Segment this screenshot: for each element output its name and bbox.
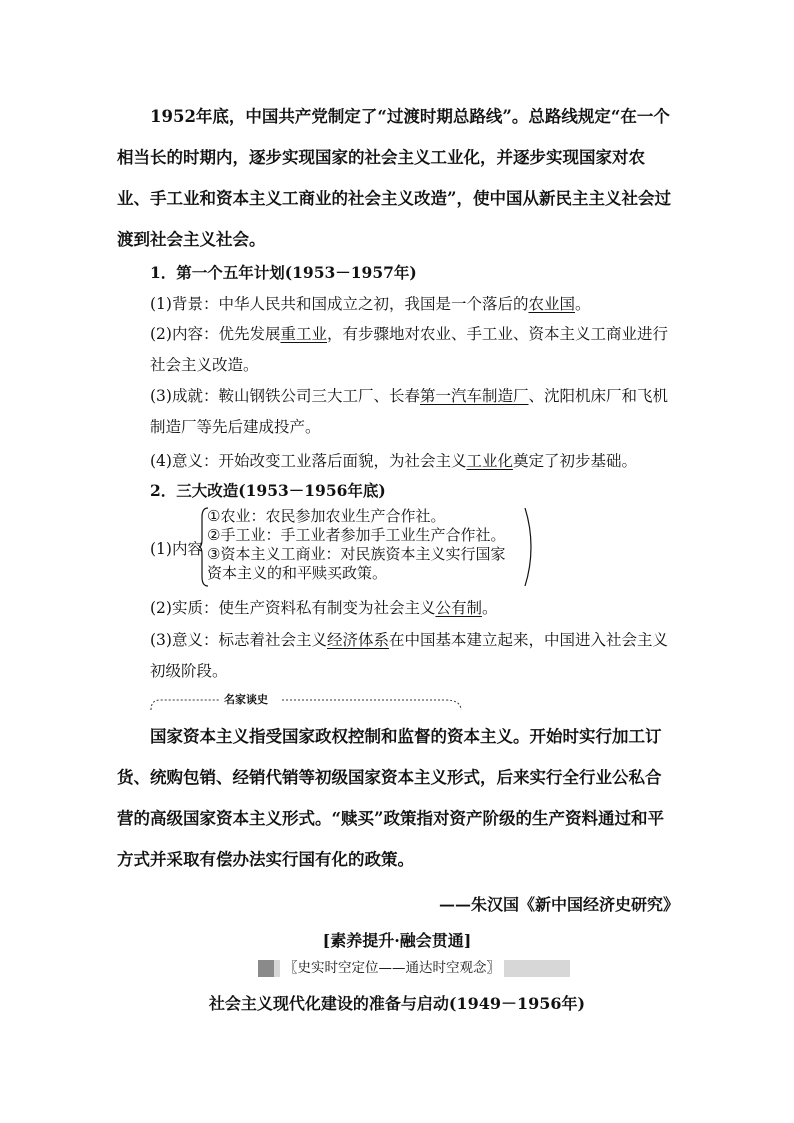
underlined-term: 公有制 bbox=[435, 599, 482, 617]
underlined-term: 经济体系 bbox=[326, 631, 389, 649]
text: (1)背景：中华人民共和国成立之初，我国是一个落后的 bbox=[150, 295, 529, 313]
text: 。 bbox=[574, 295, 591, 313]
line-handicraft: ②手工业：手工业者参加手工业生产合作社。 bbox=[207, 526, 506, 544]
text: (3)意义：标志着社会主义 bbox=[150, 631, 327, 649]
text: 在中国基本建立起来，中国进入社会主义初级阶段。 bbox=[150, 631, 668, 680]
banner-frame-icon bbox=[150, 693, 462, 711]
text: 奠定了初步基础。 bbox=[512, 452, 637, 470]
reform-meaning bbox=[150, 625, 678, 687]
underlined-term: 重工业 bbox=[280, 325, 327, 343]
expert-banner-label: 名家谈史 bbox=[224, 693, 268, 706]
line-capitalist-cont: 资本主义的和平赎买政策。 bbox=[207, 564, 388, 582]
bar-block-icon bbox=[258, 960, 274, 977]
text: ，有步骤地对农业、手工业、资本主义工商业进行社会主义改造。 bbox=[150, 325, 668, 374]
section-bar bbox=[258, 960, 570, 977]
five-year-background bbox=[150, 294, 591, 314]
content-label: (1)内容 bbox=[150, 540, 203, 558]
expert-banner bbox=[150, 693, 462, 711]
text: 、沈阳机床厂和飞机制造厂等先后建成投产。 bbox=[150, 387, 668, 436]
text: 。 bbox=[481, 599, 498, 617]
five-year-content bbox=[150, 319, 678, 381]
reform-content-block bbox=[150, 507, 550, 589]
sub-title: 社会主义现代化建设的准备与启动(1949－1956年) bbox=[208, 994, 586, 1013]
underlined-term: 第一汽车制造厂 bbox=[419, 387, 529, 405]
section-title: [素养提升·融会贯通] bbox=[322, 931, 472, 950]
expert-quote: 国家资本主义指受国家政权控制和监督的资本主义。开始时实行加工订货、统购包销、经销代销等初级国家资本主义形式，后来实行全行业公私合营的高级国家资本主义形式。“赎买”政策指对资产阶级的生产资料通过和平方式并采取有偿办法实行国有化的政策。 bbox=[117, 727, 664, 869]
underlined-term: 工业化 bbox=[466, 452, 513, 470]
text: (2)实质：使生产资料私有制变为社会主义 bbox=[150, 599, 436, 617]
bar-label: 〖史实时空定位——通达时空观念〗 bbox=[280, 960, 504, 977]
five-year-heading: 1．第一个五年计划(1953－1957年) bbox=[150, 263, 417, 282]
line-capitalist: ③资本主义工商业：对民族资本主义实行国家 bbox=[207, 545, 506, 563]
text: (3)成就：鞍山钢铁公司三大工厂、长春 bbox=[150, 387, 420, 405]
five-year-result bbox=[150, 381, 678, 443]
content-lines bbox=[207, 507, 505, 583]
right-paren-icon bbox=[524, 507, 534, 587]
intro-paragraph: 1952年底，中国共产党制定了“过渡时期总路线”。总路线规定“在一个相当长的时期内，逐步实现国家的社会主义工业化，并逐步实现国家对农业、手工业和资本主义工商业的社会主义改造”，使中国从新民主主义社会过渡到社会主义社会。 bbox=[117, 107, 671, 249]
text: (2)内容：优先发展 bbox=[150, 325, 281, 343]
five-year-meaning bbox=[150, 451, 637, 471]
reform-essence bbox=[150, 598, 498, 618]
text: (4)意义：开始改变工业落后面貌，为社会主义 bbox=[150, 452, 467, 470]
underlined-term: 农业国 bbox=[528, 295, 575, 313]
quote-source: ——朱汉国《新中国经济史研究》 bbox=[438, 895, 679, 914]
line-agriculture: ①农业：农民参加农业生产合作社。 bbox=[207, 507, 446, 525]
three-reforms-heading: 2．三大改造(1953－1956年底) bbox=[150, 481, 386, 500]
